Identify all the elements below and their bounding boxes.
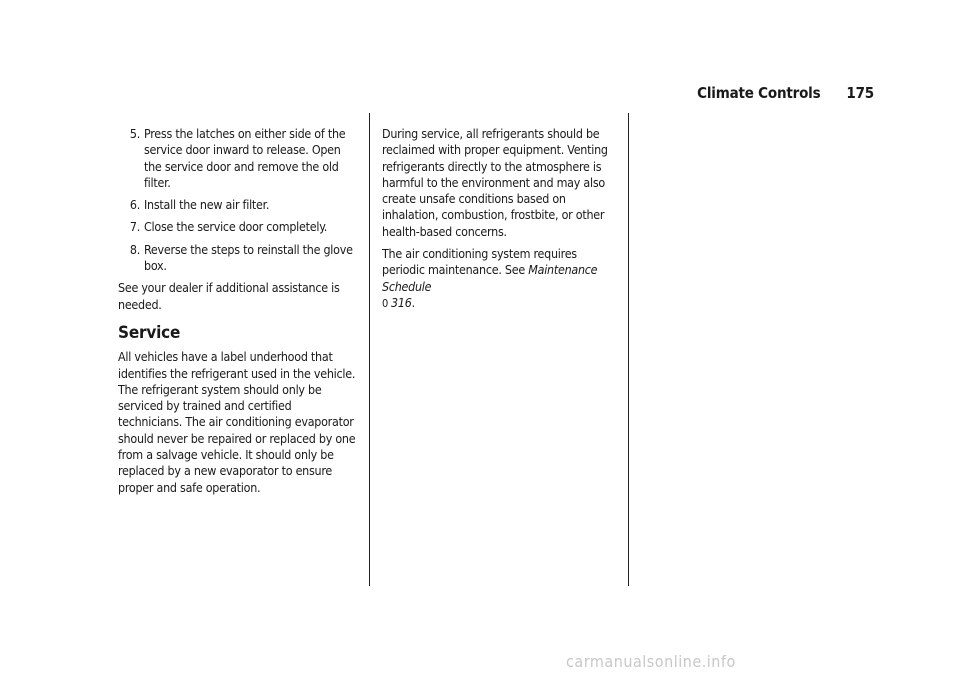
steps-list <box>118 126 358 274</box>
page-header <box>697 84 874 102</box>
column-divider-right <box>628 113 629 586</box>
dealer-note: See your dealer if additional assistance is needed. <box>118 280 340 312</box>
middle-column <box>382 126 620 318</box>
step-text: Install the new air filter. <box>144 197 270 213</box>
step-number: 7. <box>129 219 140 235</box>
page-reference-icon: 0 <box>382 296 389 310</box>
list-item <box>118 242 358 275</box>
maintenance-schedule-link[interactable]: Maintenance Schedule <box>382 262 598 294</box>
page-reference-number[interactable]: 316 <box>391 294 412 310</box>
section-title: Climate Controls <box>697 84 821 102</box>
step-number: 8. <box>129 241 140 257</box>
step-text: Press the latches on either side of the service door inward to release. Open the service door and remove the old filter. <box>144 126 346 190</box>
step-number: 5. <box>129 126 140 141</box>
page-number: 175 <box>846 84 874 102</box>
column-divider-left <box>369 113 370 586</box>
maintenance-text: The air conditioning system requires periodic maintenance. See <box>382 246 577 278</box>
service-heading: Service <box>118 322 181 343</box>
list-item <box>118 126 358 191</box>
maintenance-paragraph <box>382 246 620 312</box>
service-paragraph: All vehicles have a label underhood that identifies the refrigerant used in the vehicle. The refrigerant system should only be serviced by trained and certified technicians. The air conditioning evaporator should never be repaired or replaced by one from a salvage vehicle. It should only be replaced by a new evaporator to ensure proper and safe operation. <box>118 349 356 495</box>
left-column <box>118 126 358 502</box>
reference-period: . <box>411 294 415 310</box>
list-item <box>118 219 358 235</box>
step-text: Close the service door completely. <box>144 219 328 235</box>
step-number: 6. <box>129 197 140 213</box>
list-item <box>118 197 358 213</box>
reclaim-paragraph: During service, all refrigerants should be reclaimed with proper equipment. Venting refrigerants directly to the atmosphere is harmful to the environment and may also create unsafe conditions based on inhalation, combustion, frostbite, or other health-based concerns. <box>382 126 608 239</box>
step-text: Reverse the steps to reinstall the glove box. <box>144 241 353 274</box>
watermark: carmanualsonline.info <box>566 652 736 671</box>
